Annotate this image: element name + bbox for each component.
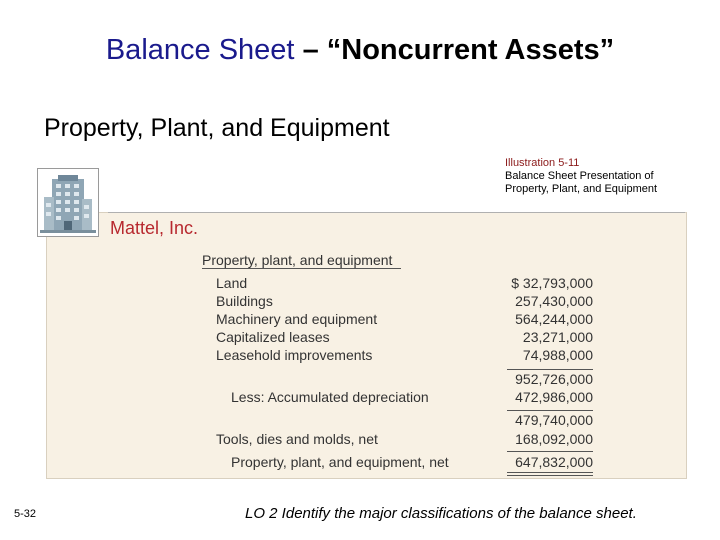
total-label: Property, plant, and equipment, net: [231, 454, 449, 470]
illustration-caption-line2: Property, Plant, and Equipment: [505, 183, 658, 195]
line-item-label: Buildings: [216, 293, 273, 309]
company-name: Mattel, Inc.: [110, 218, 199, 238]
total-value: 647,832,000: [515, 454, 593, 470]
slide-title: [0, 34, 720, 67]
slide-title-rest: – “Noncurrent Assets”: [302, 34, 615, 66]
line-item-label: Land: [216, 275, 248, 291]
illustration-caption-line1: Balance Sheet Presentation of: [505, 170, 654, 182]
illustration-number: Illustration 5-11: [505, 157, 580, 169]
slide-subtitle: Property, Plant, and Equipment: [44, 114, 390, 142]
total-rule: [507, 451, 593, 452]
line-item-value: 74,988,000: [522, 347, 593, 363]
subtotal1-value: 952,726,000: [515, 371, 593, 387]
less-value: 472,986,000: [515, 389, 593, 405]
total-double-rule-2: [507, 475, 593, 476]
tools-label: Tools, dies and molds, net: [216, 431, 378, 447]
subtotal2-value: 479,740,000: [515, 412, 593, 428]
line-item-label: Machinery and equipment: [216, 311, 378, 327]
line-item-label: Leasehold improvements: [216, 347, 373, 363]
section-heading-underline: [202, 268, 401, 269]
tools-value: 168,092,000: [515, 431, 593, 447]
section-heading: Property, plant, and equipment: [202, 252, 393, 268]
line-item-label: Capitalized leases: [216, 329, 330, 345]
total-double-rule-1: [507, 472, 593, 473]
office-building-icon: [37, 168, 99, 237]
statement-top-rule: [108, 212, 685, 213]
slide-title-main: Balance Sheet: [105, 34, 295, 66]
page-number: 5-32: [14, 508, 37, 520]
line-item-value: 564,244,000: [515, 311, 593, 327]
illustration-caption: [505, 157, 705, 196]
less-label: Less: Accumulated depreciation: [231, 389, 429, 405]
line-item-value: 23,271,000: [522, 329, 593, 345]
line-item-value: $ 32,793,000: [511, 275, 593, 291]
learning-objective: LO 2 Identify the major classifications of the balance sheet.: [245, 505, 637, 522]
line-item-value: 257,430,000: [515, 293, 593, 309]
